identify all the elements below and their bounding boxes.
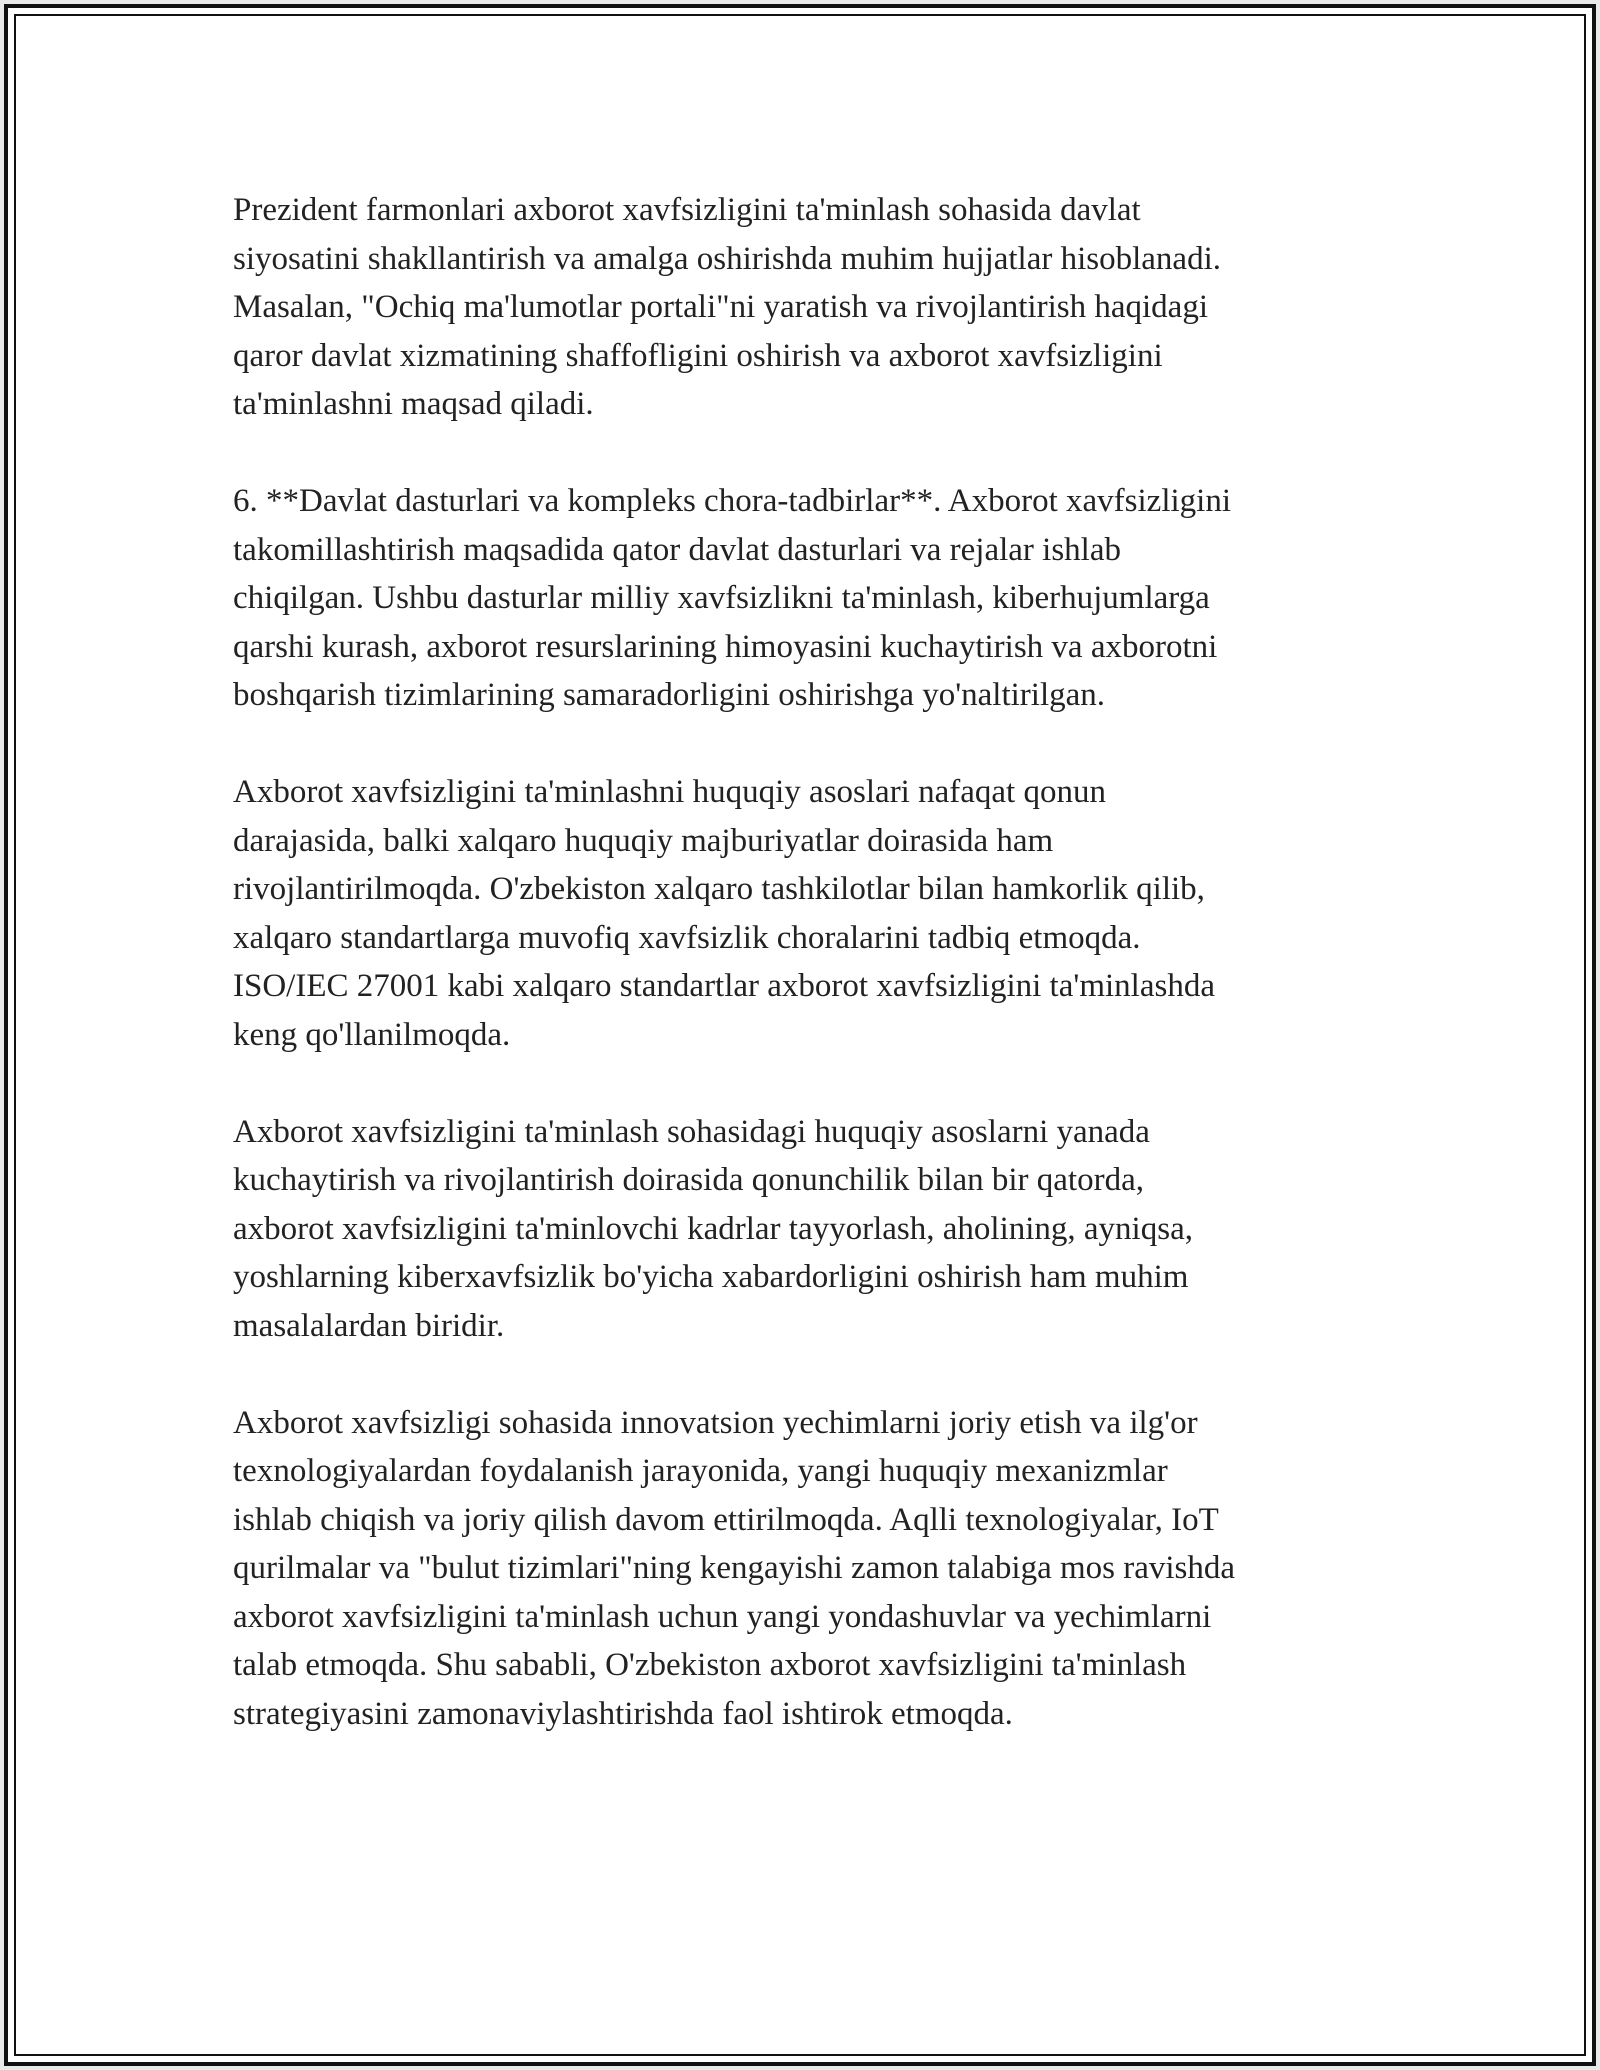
- paragraph-presidential-decrees: Prezident farmonlari axborot xavfsizligini ta'minlash sohasida davlat siyosatini shakllantirish va amalga oshirishda muhim hujjatlar hisoblanadi. Masalan, "Ochiq ma'lumotlar portali"ni yaratish va rivojlantirish haqidagi qaror davlat xizmatining shaffofligini oshirish va axborot xavfsizligini ta'minlashni maqsad qiladi.: [233, 192, 1222, 422]
- paragraph-personnel-awareness: Axborot xavfsizligini ta'minlash sohasidagi huquqiy asoslarni yanada kuchaytirish va rivojlantirish doirasida qonunchilik bilan bir qatorda, axborot xavfsizligini ta'minlovchi kadrlar tayyorlash, aholining, ayniqsa, yoshlarning kiberxavfsizlik bo'yicha xabardorligini oshirish ham muhim masalalardan biridir.: [233, 1113, 1193, 1344]
- document-page: [4, 4, 1596, 2066]
- document-body: [233, 186, 1383, 1787]
- paragraph-innovative-solutions: Axborot xavfsizligi sohasida innovatsion yechimlarni joriy etish va ilg'or texnologiyalardan foydalanish jarayonida, yangi huquqiy mexanizmlar ishlab chiqish va joriy qilish davom ettirilmoqda. Aqlli texnologiyalar, IoT qurilmalar va "bulut tizimlari"ning kengayishi zamon talabiga mos ravishda axborot xavfsizligini ta'minlash uchun yangi yondashuvlar va yechimlarni talab etmoqda. Shu sababli, O'zbekiston axborot xavfsizligini ta'minlash strategiyasini zamonaviylashtirishda faol ishtirok etmoqda.: [233, 1404, 1236, 1732]
- paragraph-state-programs: 6. **Davlat dasturlari va kompleks chora-tadbirlar**. Axborot xavfsizligini takomillashtirish maqsadida qator davlat dasturlari va rejalar ishlab chiqilgan. Ushbu dasturlar milliy xavfsizlikni ta'minlash, kiberhujumlarga qarshi kurash, axborot resurslarining himoyasini kuchaytirish va axborotni boshqarish tizimlarining samaradorligini oshirishga yo'naltirilgan.: [233, 483, 1231, 713]
- paragraph-international-obligations: Axborot xavfsizligini ta'minlashni huquqiy asoslari nafaqat qonun darajasida, balki xalqaro huquqiy majburiyatlar doirasida ham rivojlantirilmoqda. O'zbekiston xalqaro tashkilotlar bilan hamkorlik qilib, xalqaro standartlarga muvofiq xavfsizlik choralarini tadbiq etmoqda. ISO/IEC 27001 kabi xalqaro standartlar axborot xavfsizligini ta'minlashda keng qo'llanilmoqda.: [233, 774, 1215, 1053]
